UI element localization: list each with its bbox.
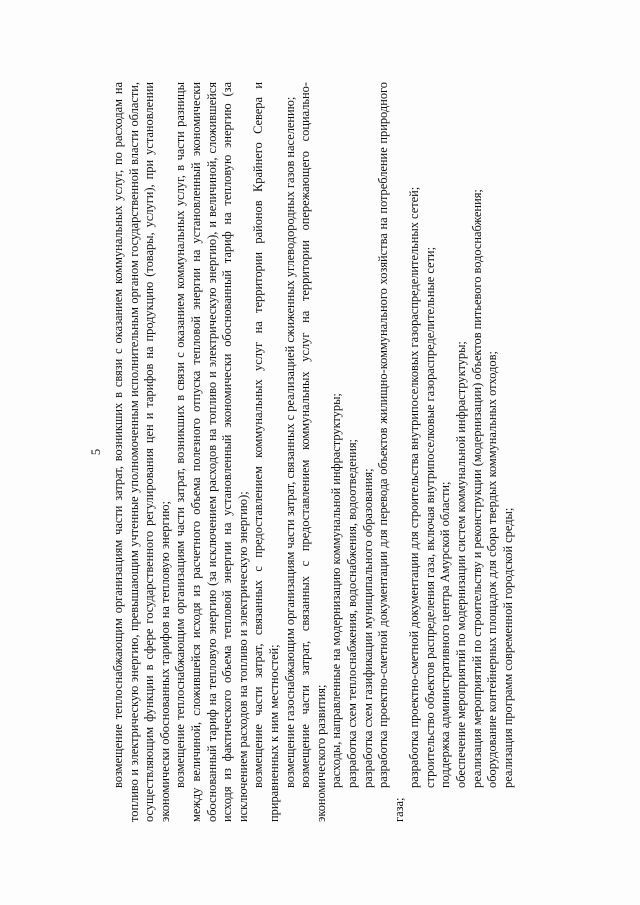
rotated-page-content	[85, 72, 555, 832]
list-item: строительство объектов распределения газа, включая внутрипоселковые газораспределительные сети;	[422, 246, 437, 788]
paragraph: возмещение части затрат, связанных с предоставлением коммунальных услуг на территории районов Крайнего Севера и приравненных к ним местностей;	[251, 82, 281, 822]
paragraph: возмещение части затрат, связанных с предоставлением коммунальных услуг на территории опережающего социально-экономического развития;	[298, 82, 328, 822]
paragraph: возмещение теплоснабжающим организациям части затрат, возникших в связи с оказанием коммунальных услуг, в части разницы между величиной, сложившейся исходя из расчетного объема полезного отпуска тепловой энергии на установленный экономически обоснованный тариф на тепловую энергию (за исключением расходов на топливо и электрическую энергию), и величиной, сложившейся исходя из фактического объема тепловой энергии на установленный экономически обоснованный тариф на тепловую энергию (за исключением расходов на топливо и электрическую энергию);	[173, 82, 250, 822]
paragraph: возмещение теплоснабжающим организациям части затрат, возникших в связи с оказанием коммунальных услуг, по расходам на топливо и электрическую энергию, превышающим учтенные уполномоченным исполнительным органом государственной власти области, осуществляющим функции в сфере государственного регулирования цен и тарифов на продукцию (товары, услуги), при установлении экономически обоснованных тарифов на тепловую энергию;	[111, 82, 172, 822]
list-item: расходы, направленные на модернизацию коммунальной инфраструктуры;	[329, 393, 344, 788]
list-item: оборудование контейнерных площадок для сбора твердых коммунальных отходов;	[485, 351, 500, 788]
list-item: поддержка административного центра Амурской области;	[438, 481, 453, 788]
list-item: реализация мероприятий по строительству и реконструкции (модернизации) объектов питьевого водоснабжения;	[469, 189, 484, 788]
list-item: разработка проектно-сметной документации для перевода объектов жилищно-коммунального хозяйства на потребление природного газа;	[376, 82, 406, 822]
paragraph: возмещение газоснабжающим организациям части затрат, связанных с реализацией сжиженных углеводородных газов населению;	[282, 96, 297, 788]
list-item: разработка схем газификации муниципального образования;	[360, 468, 375, 788]
list-item: обеспечение мероприятий по модернизации систем коммунальной инфраструктуры;	[454, 341, 469, 788]
document-body	[111, 82, 516, 822]
page-number: 5	[89, 448, 103, 456]
list-item: реализация программ современной городской среды;	[500, 507, 515, 788]
list-item: разработка проектно-сметной документации для строительства внутрипоселковых газораспределительных сетей;	[407, 186, 422, 788]
list-item: разработка схем теплоснабжения, водоснабжения, водоотведения;	[344, 439, 359, 788]
